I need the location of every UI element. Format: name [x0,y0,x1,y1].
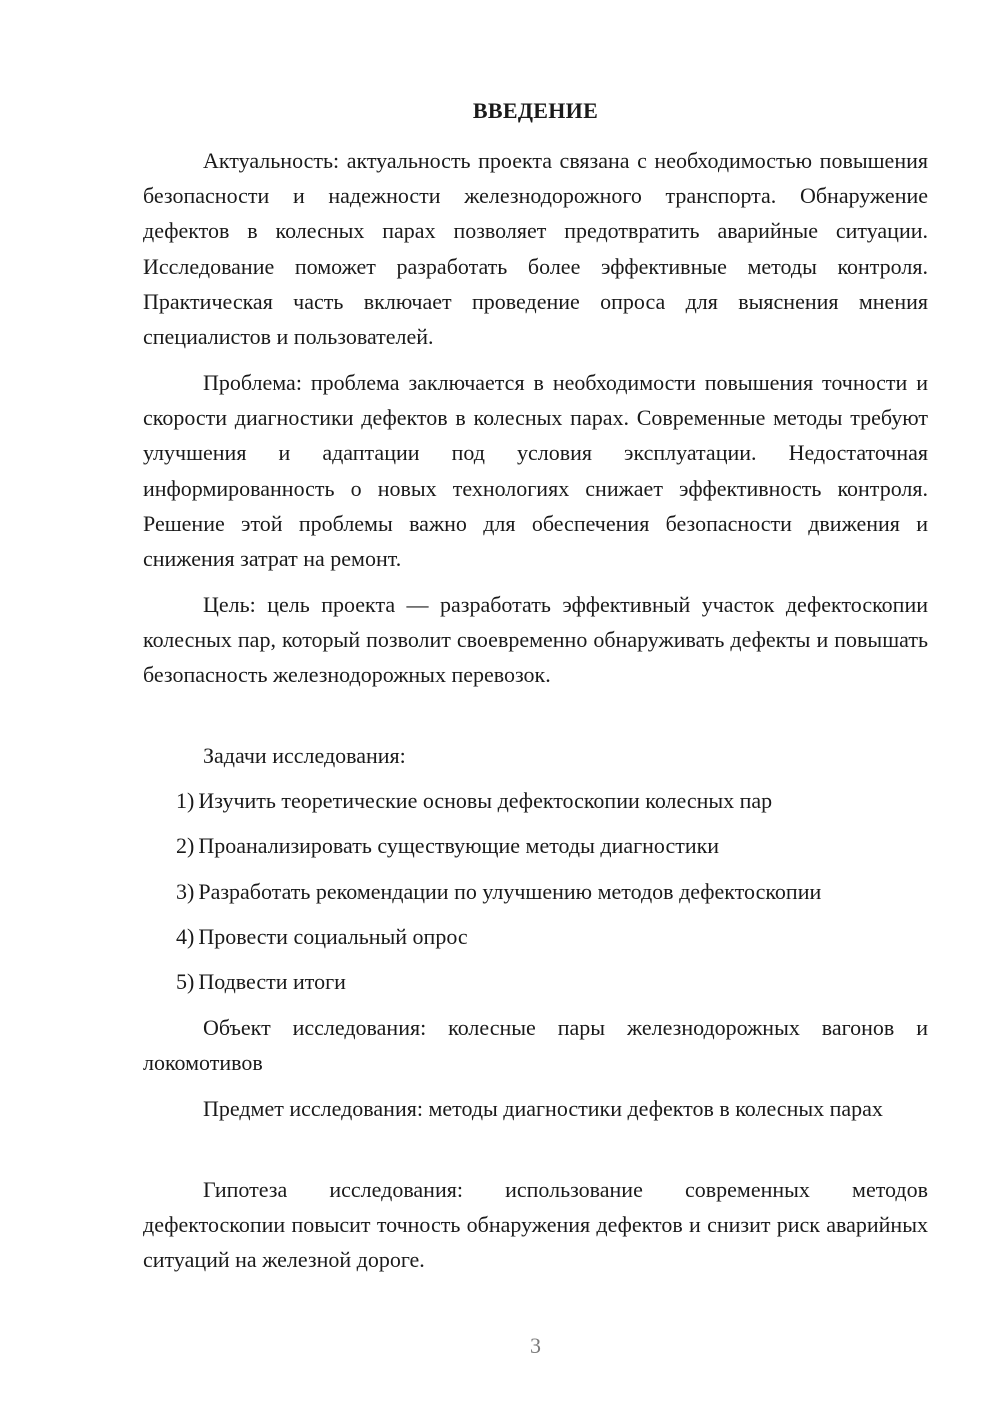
list-item [176,964,928,999]
list-item-text: Подвести итоги [198,969,346,994]
list-item-number: 3) [176,879,195,904]
list-item-text: Проанализировать существующие методы диагностики [198,833,720,858]
list-item [176,828,928,863]
list-item-number: 4) [176,924,195,949]
document-page [143,0,928,1414]
list-item-text: Провести социальный опрос [198,924,468,949]
goal-paragraph: Цель: цель проекта — разработать эффективный участок дефектоскопии колесных пар, который позволит своевременно обнаруживать дефекты и повышать безопасность железнодорожных перевозок. [143,592,928,688]
list-item-number: 1) [176,788,195,813]
subject-paragraph: Предмет исследования: методы диагностики дефектов в колесных парах [203,1096,883,1121]
list-item-text: Изучить теоретические основы дефектоскопии колесных пар [198,788,773,813]
page-number: 3 [530,1333,541,1358]
list-item [176,783,928,818]
list-item-text: Разработать рекомендации по улучшению методов дефектоскопии [198,879,822,904]
object-paragraph: Объект исследования: колесные пары железнодорожных вагонов и локомотивов [143,1015,928,1076]
list-item [176,874,928,909]
page-title: ВВЕДЕНИЕ [472,98,599,123]
tasks-heading: Задачи исследования: [203,743,406,768]
relevance-paragraph: Актуальность: актуальность проекта связана с необходимостью повышения безопасности и надежности железнодорожного транспорта. Обнаружение дефектов в колесных парах позволяет предотвратить аварийные ситуации. Исследование поможет разработать более эффективные методы контроля. Практическая часть включает проведение опроса для выяснения мнения специалистов и пользователей. [143,148,928,350]
list-item-number: 2) [176,833,195,858]
problem-paragraph: Проблема: проблема заключается в необходимости повышения точности и скорости диагностики дефектов в колесных парах. Современные методы требуют улучшения и адаптации под условия эксплуатации. Недостаточная информированность о новых технологиях снижает эффективность контроля. Решение этой проблемы важно для обеспечения безопасности движения и снижения затрат на ремонт. [143,370,928,572]
list-item [176,919,928,954]
list-item-number: 5) [176,969,195,994]
hypothesis-paragraph: Гипотеза исследования: использование современных методов дефектоскопии повысит точность обнаружения дефектов и снизит риск аварийных ситуаций на железной дороге. [143,1177,928,1273]
